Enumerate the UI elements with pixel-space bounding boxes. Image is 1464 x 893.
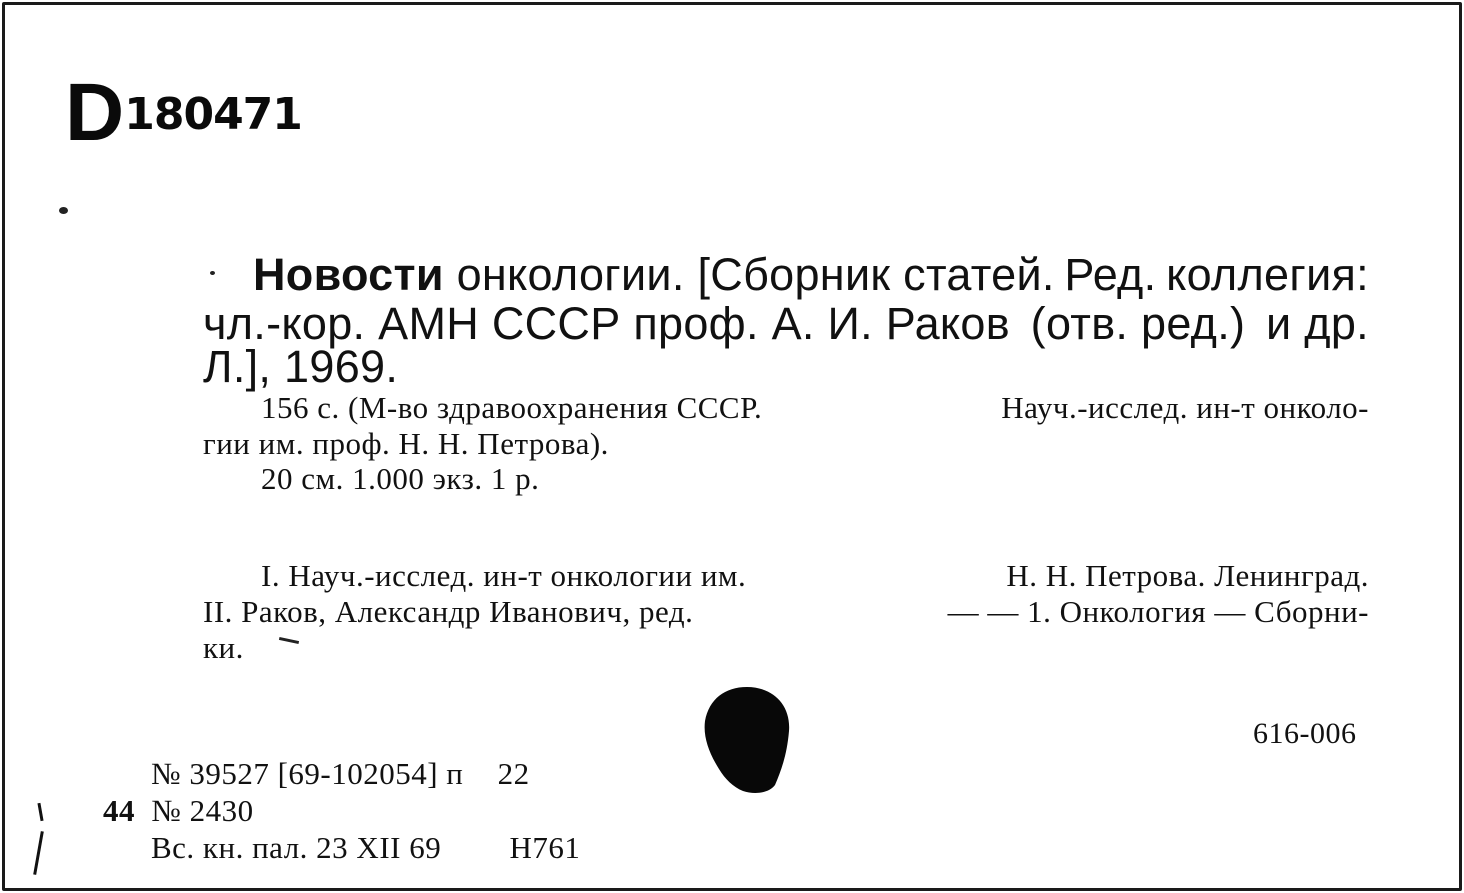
order-n: 22 <box>497 756 530 791</box>
tracing-line-2 <box>203 595 1369 629</box>
chamber-text: Вс. кн. пал. 23 XII 69 <box>151 830 442 865</box>
footer-order <box>151 757 530 791</box>
margin-mark <box>37 803 43 821</box>
chamber-code: Н761 <box>509 830 581 865</box>
editor-role: (отв. ред.) <box>1030 298 1246 349</box>
margin-mark <box>33 831 44 875</box>
shelf-mark <box>65 67 302 158</box>
footer-chamber <box>151 831 580 865</box>
board-label: коллегия: <box>1166 249 1369 300</box>
editorial-label: Ред. <box>1064 249 1157 300</box>
order-number: № 39527 [69-102054] п <box>151 756 464 791</box>
catalog-card <box>2 2 1462 891</box>
copy-prefix: 44 <box>103 793 135 828</box>
collation-line-3: 20 см. 1.000 экз. 1 р. <box>261 461 540 496</box>
tracing-line-1 <box>261 559 1369 593</box>
ink-blot <box>701 685 793 795</box>
tracing-institute: I. Науч.-исслед. ин-т онкологии им. <box>261 558 747 593</box>
editor-text: чл.-кор. АМН СССР проф. А. И. Раков <box>203 298 1010 349</box>
collation-line-1 <box>261 391 1369 425</box>
collation-institute: Науч.-исслед. ин-т онколо- <box>1001 390 1369 425</box>
collation-pages: 156 с. (М-во здравоохранения СССР. <box>261 390 763 425</box>
title-line-3: Л.], 1969. <box>203 341 399 392</box>
title-main-word: Новости <box>253 249 444 300</box>
copy-number: № 2430 <box>151 793 254 828</box>
editor-others: и др. <box>1266 298 1369 349</box>
classification-number: 616-006 <box>1253 717 1357 750</box>
tracing-line-3: ки. <box>203 630 244 665</box>
speck <box>210 271 215 275</box>
collation-line-2: гии им. проф. Н. Н. Петрова). <box>203 426 609 461</box>
title-rest: онкологии. [Сборник статей. <box>443 249 1055 300</box>
tracing-subject: — — 1. Онкология — Сборни- <box>947 594 1369 629</box>
tracing-institute-city: Н. Н. Петрова. Ленинград. <box>1006 558 1369 593</box>
footer-copy <box>103 794 254 828</box>
stray-mark <box>279 637 299 644</box>
title-line-1 <box>253 251 1369 299</box>
shelf-mark-letter: D <box>65 67 123 158</box>
shelf-mark-number: 180471 <box>124 88 302 140</box>
tracing-editor: II. Раков, Александр Иванович, ред. <box>203 594 694 629</box>
speck <box>59 207 68 214</box>
